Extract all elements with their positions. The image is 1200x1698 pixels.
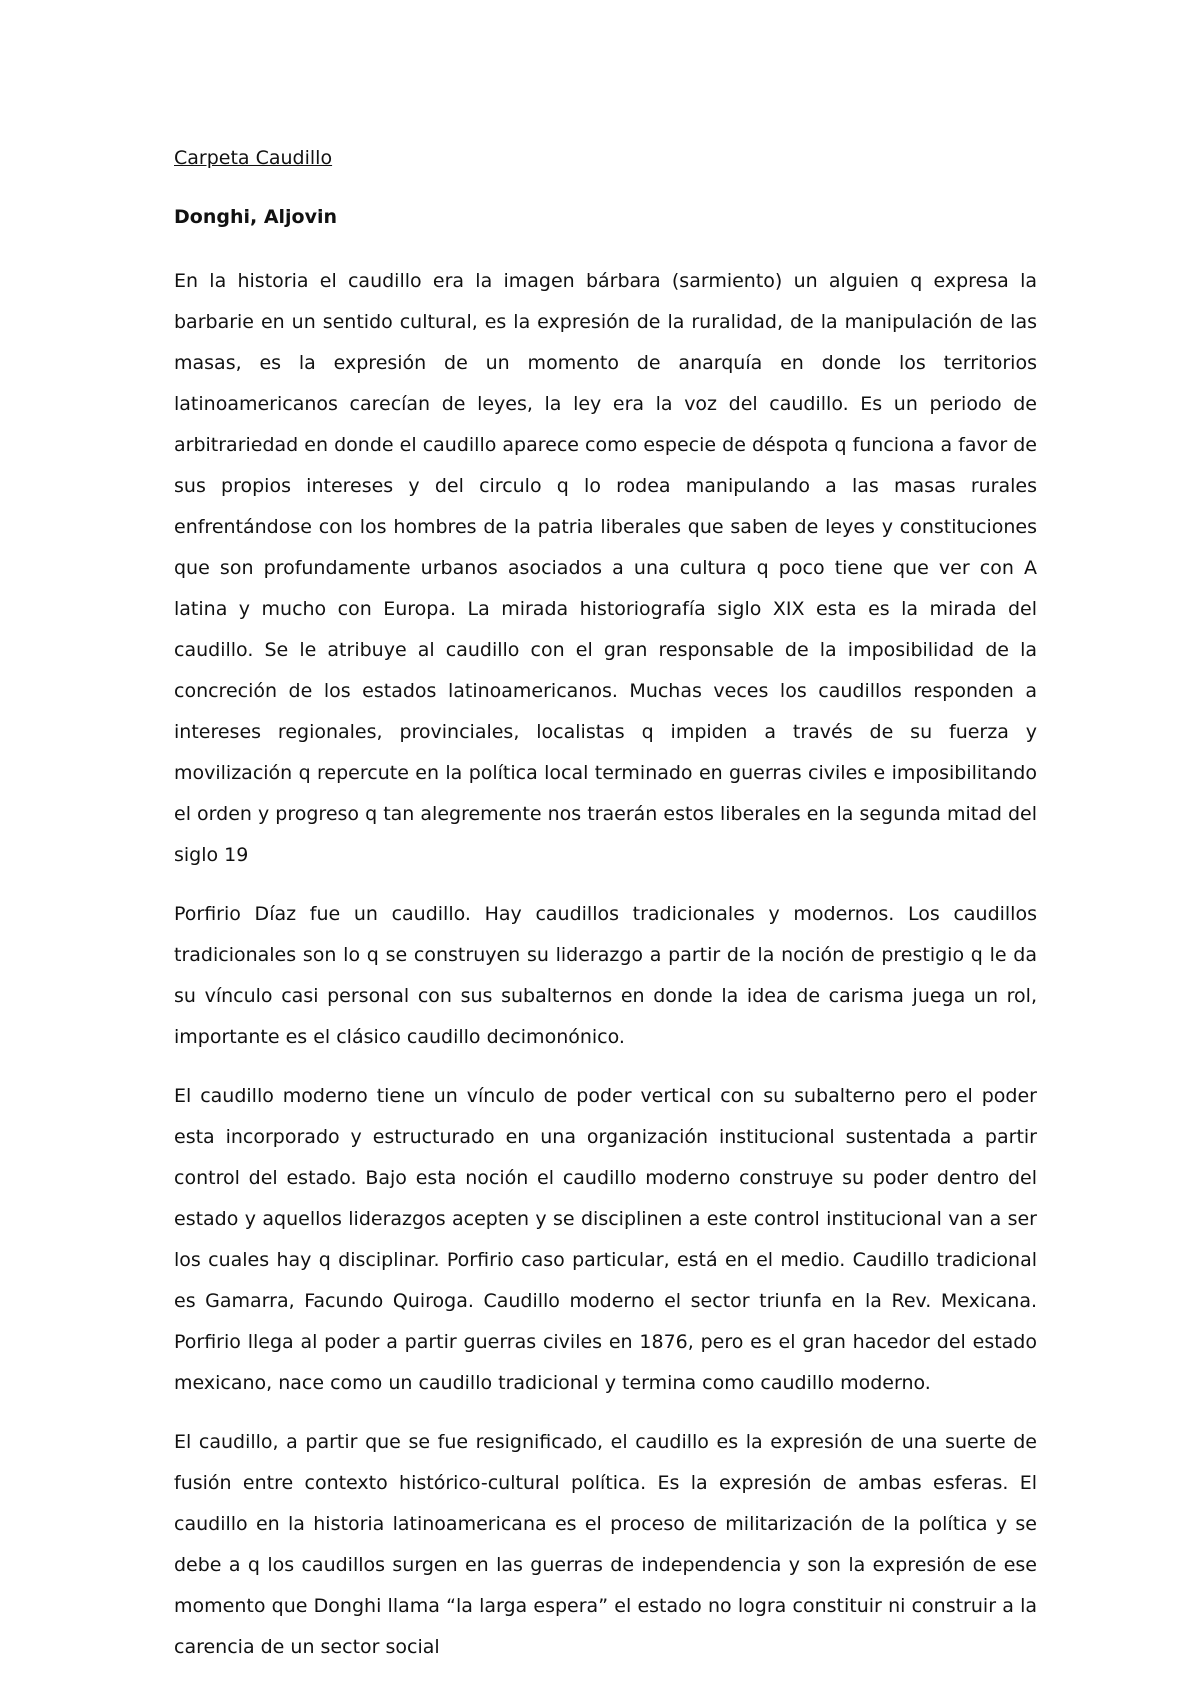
paragraph-4: El caudillo, a partir que se fue resignificado, el caudillo es la expresión de una suerte de fusión entre contexto histórico-cultural política. Es la expresión de ambas esferas. El caudillo en la historia latinoamericana es el proceso de militarización de la política y se debe a q los caudillos surgen en las guerras de independencia y son la expresión de ese momento que Donghi llama “la larga espera” el estado no logra constituir ni construir a la carencia de un sector social xyxy=(174,1431,1037,1658)
paragraph-2: Porfirio Díaz fue un caudillo. Hay caudillos tradicionales y modernos. Los caudillos tradicionales son lo q se construyen su liderazgo a partir de la noción de prestigio q le da su vínculo casi personal con sus subalternos en donde la idea de carisma juega un rol, importante es el clásico caudillo decimonónico. xyxy=(174,903,1037,1048)
document-authors: Donghi, Aljovin xyxy=(174,206,338,228)
document-title: Carpeta Caudillo xyxy=(174,147,333,169)
document-body xyxy=(174,144,1037,1668)
paragraph-1: En la historia el caudillo era la imagen bárbara (sarmiento) un alguien q expresa la barbarie en un sentido cultural, es la expresión de la ruralidad, de la manipulación de las masas, es la expresión de un momento de anarquía en donde los territorios latinoamericanos carecían de leyes, la ley era la voz del caudillo. Es un periodo de arbitrariedad en donde el caudillo aparece como especie de déspota q funciona a favor de sus propios intereses y del circulo q lo rodea manipulando a las masas rurales enfrentándose con los hombres de la patria liberales que saben de leyes y constituciones que son profundamente urbanos asociados a una cultura q poco tiene que ver con A latina y mucho con Europa. La mirada historiografía siglo XIX esta es la mirada del caudillo. Se le atribuye al caudillo con el gran responsable de la imposibilidad de la concreción de los estados latinoamericanos. Muchas veces los caudillos responden a intereses regionales, provinciales, localistas q impiden a través de su fuerza y movilización q repercute en la política local terminado en guerras civiles e imposibilitando el orden y progreso q tan alegremente nos traerán estos liberales en la segunda mitad del siglo 19 xyxy=(174,270,1037,866)
paragraph-3: El caudillo moderno tiene un vínculo de poder vertical con su subalterno pero el poder esta incorporado y estructurado en una organización institucional sustentada a partir control del estado. Bajo esta noción el caudillo moderno construye su poder dentro del estado y aquellos liderazgos acepten y se disciplinen a este control institucional van a ser los cuales hay q disciplinar. Porfirio caso particular, está en el medio. Caudillo tradicional es Gamarra, Facundo Quiroga. Caudillo moderno el sector triunfa en la Rev. Mexicana. Porfirio llega al poder a partir guerras civiles en 1876, pero es el gran hacedor del estado mexicano, nace como un caudillo tradicional y termina como caudillo moderno. xyxy=(174,1085,1037,1394)
